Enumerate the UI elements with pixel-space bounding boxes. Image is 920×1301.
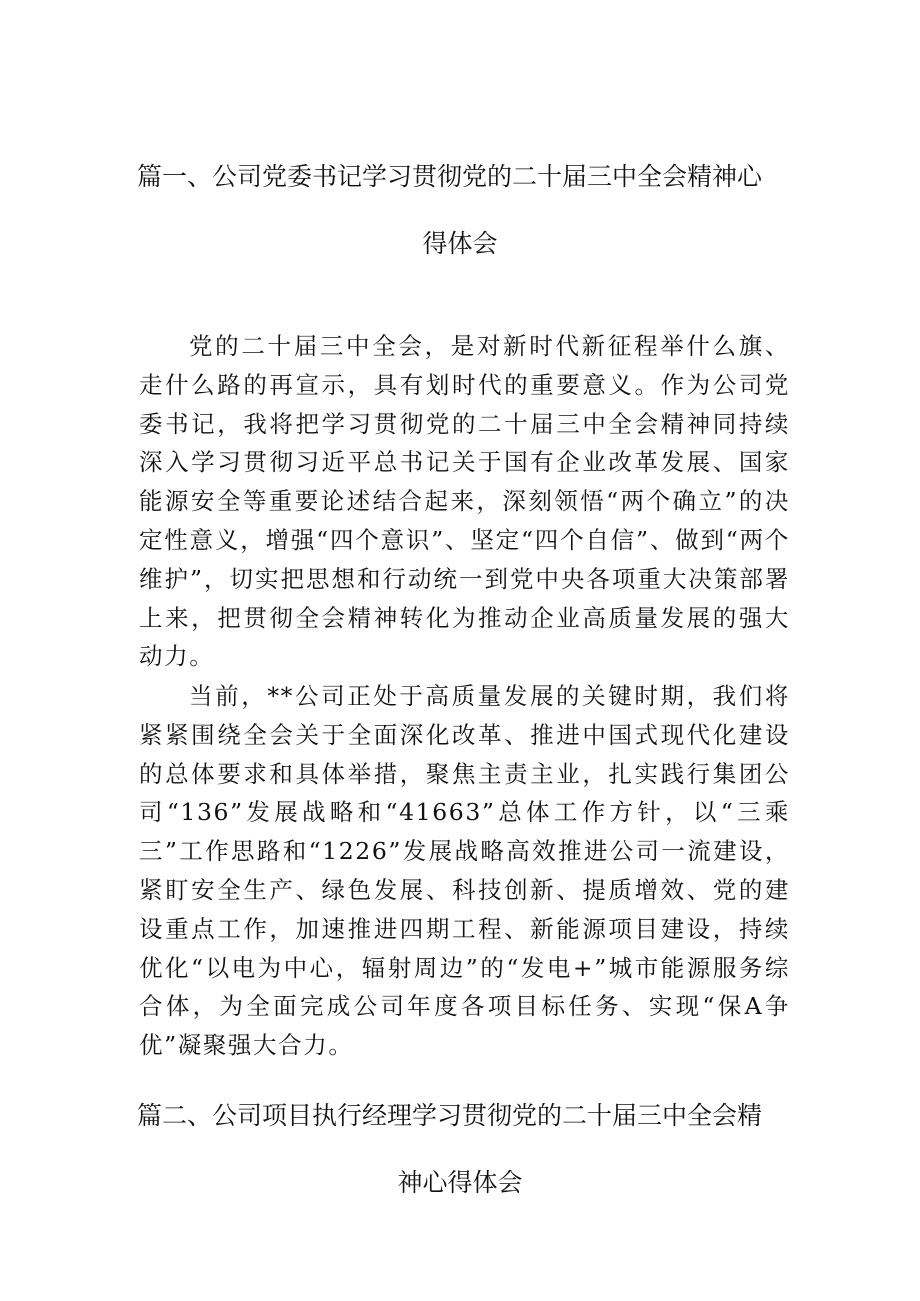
section-1-title-line-1: 篇一、公司党委书记学习贯彻党的二十届三中全会精神心	[137, 162, 763, 191]
section-2-title-line-1: 篇二、公司项目执行经理学习贯彻党的二十届三中全会精	[137, 1101, 763, 1130]
section-1-paragraph-2: 当前，**公司正处于高质量发展的关键时期，我们将紧紧围绕全会关于全面深化改革、推进中国式现代化建设的总体要求和具体举措，聚焦主责主业，扎实践行集团公司“136”发展战略和“41663”总体工作方针，以“三乘三”工作思路和“1226”发展战略高效推进公司一流建设，紧盯安全生产、绿色发展、科技创新、提质增效、党的建设重点工作，加速推进四期工程、新能源项目建设，持续优化“以电为中心，辐射周边”的“发电+”城市能源服务综合体，为全面完成公司年度各项目标任务、实现“保A争优”凝聚强大合力。	[139, 682, 790, 1060]
section-2-title-line-2: 神心得体会	[397, 1168, 523, 1197]
section-1-paragraph-1: 党的二十届三中全会，是对新时代新征程举什么旗、走什么路的再宣示，具有划时代的重要意义。作为公司党委书记，我将把学习贯彻党的二十届三中全会精神同持续深入学习贯彻习近平总书记关于国有企业改革发展、国家能源安全等重要论述结合起来，深刻领悟“两个确立”的决定性意义，增强“四个意识”、坚定“四个自信”、做到“两个维护”，切实把思想和行动统一到党中央各项重大决策部署上来，把贯彻全会精神转化为推动企业高质量发展的强大动力。	[139, 332, 790, 671]
section-1-title-line-2: 得体会	[422, 229, 498, 258]
